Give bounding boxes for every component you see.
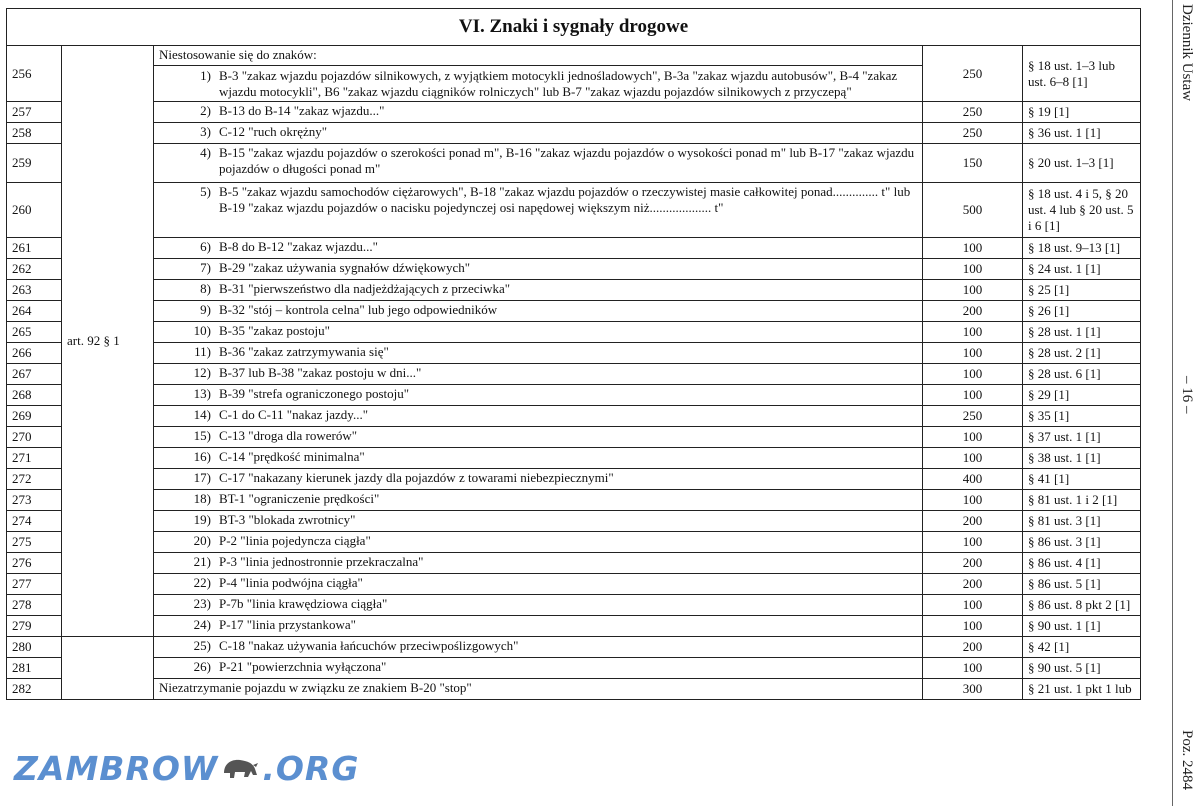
fine-amount: 100	[923, 658, 1023, 679]
row-number: 260	[7, 183, 62, 238]
fine-amount: 300	[923, 679, 1023, 700]
fine-amount: 200	[923, 637, 1023, 658]
table-row	[7, 532, 1141, 553]
sidebar-rule	[1172, 0, 1173, 806]
legal-reference: § 86 ust. 8 pkt 2 [1]	[1023, 595, 1141, 616]
item-number: 12)	[193, 365, 211, 380]
fine-amount: 100	[923, 385, 1023, 406]
table-row	[7, 679, 1141, 700]
row-number: 281	[7, 658, 62, 679]
fine-amount: 100	[923, 259, 1023, 280]
offense-description	[154, 343, 923, 364]
article-reference: art. 92 § 1	[62, 46, 154, 637]
table-row	[7, 322, 1141, 343]
row-number: 263	[7, 280, 62, 301]
item-number: 2)	[200, 103, 211, 118]
offense-description	[154, 46, 923, 102]
watermark-right-text: .ORG	[262, 748, 360, 788]
row-number: 277	[7, 574, 62, 595]
item-number: 15)	[193, 428, 211, 443]
legal-reference: § 26 [1]	[1023, 301, 1141, 322]
item-text: BT-3 "blokada zwrotnicy"	[219, 512, 356, 527]
table-row	[7, 144, 1141, 183]
offense-description	[154, 364, 923, 385]
table-row	[7, 183, 1141, 238]
article-empty-cell	[62, 637, 154, 700]
offense-description	[154, 406, 923, 427]
item-text: C-14 "prędkość minimalna"	[219, 449, 365, 464]
document-page	[6, 8, 1140, 700]
offense-description	[154, 595, 923, 616]
item-text: B-37 lub B-38 "zakaz postoju w dni..."	[219, 365, 422, 380]
item-number: 8)	[200, 281, 211, 296]
table-row	[7, 616, 1141, 637]
table-row	[7, 123, 1141, 144]
legal-reference: § 90 ust. 5 [1]	[1023, 658, 1141, 679]
fine-amount: 250	[923, 46, 1023, 102]
legal-reference: § 36 ust. 1 [1]	[1023, 123, 1141, 144]
item-text: BT-1 "ograniczenie prędkości"	[219, 491, 380, 506]
item-text: B-3 "zakaz wjazdu pojazdów silnikowych, z wyjątkiem motocykli jednośladowych", B-3a "zakaz wjazdu autobusów", B-4 "zakaz wjazdu motocykli", B6 "zakaz wjazdu ciągników rolniczych" lub B-7 "zakaz wjazdu pojazdów silnikowych z przyczepą"	[219, 68, 898, 99]
table-row	[7, 343, 1141, 364]
row-number: 282	[7, 679, 62, 700]
offense-description	[154, 183, 923, 238]
fine-amount: 250	[923, 406, 1023, 427]
legal-reference: § 24 ust. 1 [1]	[1023, 259, 1141, 280]
item-number: 5)	[200, 184, 211, 199]
item-number: 19)	[193, 512, 211, 527]
row-number: 275	[7, 532, 62, 553]
item-number: 14)	[193, 407, 211, 422]
table-row	[7, 658, 1141, 679]
fine-amount: 200	[923, 553, 1023, 574]
row-number: 258	[7, 123, 62, 144]
item-number: 13)	[193, 386, 211, 401]
page-number: – 16 –	[1179, 376, 1195, 414]
item-text: B-8 do B-12 "zakaz wjazdu..."	[219, 239, 378, 254]
intro-text: Niestosowanie się do znaków:	[154, 46, 922, 66]
offense-description	[154, 102, 923, 123]
offense-description	[154, 637, 923, 658]
section-title: VI. Znaki i sygnały drogowe	[7, 9, 1141, 46]
offense-description	[154, 616, 923, 637]
item-number: 7)	[200, 260, 211, 275]
item-number: 22)	[193, 575, 211, 590]
legal-reference: § 81 ust. 1 i 2 [1]	[1023, 490, 1141, 511]
fine-amount: 100	[923, 427, 1023, 448]
fine-amount: 100	[923, 343, 1023, 364]
offense-description	[154, 448, 923, 469]
legal-reference: § 18 ust. 4 i 5, § 20 ust. 4 lub § 20 ust. 5 i 6 [1]	[1023, 183, 1141, 238]
row-number: 279	[7, 616, 62, 637]
fine-amount: 100	[923, 532, 1023, 553]
offense-description: Niezatrzymanie pojazdu w związku ze znakiem B-20 "stop"	[154, 679, 923, 700]
item-text: P-7b "linia krawędziowa ciągła"	[219, 596, 388, 611]
bison-icon	[220, 753, 260, 783]
legal-reference: § 28 ust. 1 [1]	[1023, 322, 1141, 343]
item-text: P-17 "linia przystankowa"	[219, 617, 356, 632]
item-text: C-13 "droga dla rowerów"	[219, 428, 358, 443]
item-number: 25)	[193, 638, 211, 653]
item-number: 10)	[193, 323, 211, 338]
legal-reference: § 41 [1]	[1023, 469, 1141, 490]
item-number: 3)	[200, 124, 211, 139]
offense-description	[154, 280, 923, 301]
item-text: P-3 "linia jednostronnie przekraczalna"	[219, 554, 424, 569]
item-text: C-17 "nakazany kierunek jazdy dla pojazdów z towarami niebezpiecznymi"	[219, 470, 614, 485]
item-text: C-18 "nakaz używania łańcuchów przeciwpoślizgowych"	[219, 638, 519, 653]
fine-amount: 250	[923, 123, 1023, 144]
item-number: 9)	[200, 302, 211, 317]
table-row	[7, 259, 1141, 280]
row-number: 261	[7, 238, 62, 259]
item-number: 26)	[193, 659, 211, 674]
row-number: 266	[7, 343, 62, 364]
row-number: 273	[7, 490, 62, 511]
table-row	[7, 406, 1141, 427]
item-text: B-5 "zakaz wjazdu samochodów ciężarowych", B-18 "zakaz wjazdu pojazdów o rzeczywistej masie całkowitej ponad.............. t" lub B-19 "zakaz wjazdu pojazdów o nacisku pojedynczej osi napędowej większym niż................... t"	[219, 184, 911, 215]
offense-description	[154, 385, 923, 406]
fine-amount: 200	[923, 574, 1023, 595]
item-number: 1)	[200, 68, 211, 83]
fines-table	[6, 8, 1141, 700]
watermark-left-text: ZAMBROW	[14, 748, 219, 788]
table-row	[7, 102, 1141, 123]
legal-reference: § 28 ust. 2 [1]	[1023, 343, 1141, 364]
row-number: 256	[7, 46, 62, 102]
row-number: 271	[7, 448, 62, 469]
legal-reference: § 29 [1]	[1023, 385, 1141, 406]
table-row	[7, 574, 1141, 595]
table-row	[7, 238, 1141, 259]
fine-amount: 250	[923, 102, 1023, 123]
legal-reference: § 86 ust. 5 [1]	[1023, 574, 1141, 595]
legal-reference: § 90 ust. 1 [1]	[1023, 616, 1141, 637]
offense-description	[154, 144, 923, 183]
table-row	[7, 427, 1141, 448]
legal-reference: § 86 ust. 4 [1]	[1023, 553, 1141, 574]
item-text: B-13 do B-14 "zakaz wjazdu..."	[219, 103, 385, 118]
offense-description	[154, 238, 923, 259]
item-text: P-2 "linia pojedyncza ciągła"	[219, 533, 371, 548]
item-text: B-32 "stój – kontrola celna" lub jego odpowiedników	[219, 302, 498, 317]
item-number: 16)	[193, 449, 211, 464]
legal-reference: § 42 [1]	[1023, 637, 1141, 658]
fine-amount: 100	[923, 616, 1023, 637]
position-number: Poz. 2484	[1179, 730, 1195, 790]
table-row	[7, 469, 1141, 490]
legal-reference: § 28 ust. 6 [1]	[1023, 364, 1141, 385]
table-body	[7, 46, 1141, 700]
fine-amount: 100	[923, 595, 1023, 616]
row-number: 257	[7, 102, 62, 123]
item-number: 6)	[200, 239, 211, 254]
offense-description	[154, 259, 923, 280]
item-text: B-39 "strefa ograniczonego postoju"	[219, 386, 410, 401]
table-row	[7, 637, 1141, 658]
legal-reference: § 18 ust. 9–13 [1]	[1023, 238, 1141, 259]
offense-description	[154, 322, 923, 343]
row-number: 272	[7, 469, 62, 490]
row-number: 264	[7, 301, 62, 322]
row-number: 274	[7, 511, 62, 532]
item-text: B-29 "zakaz używania sygnałów dźwiękowych"	[219, 260, 471, 275]
item-text: B-36 "zakaz zatrzymywania się"	[219, 344, 389, 359]
fine-amount: 200	[923, 301, 1023, 322]
item-text: P-4 "linia podwójna ciągła"	[219, 575, 363, 590]
legal-reference: § 81 ust. 3 [1]	[1023, 511, 1141, 532]
item-text: C-12 "ruch okrężny"	[219, 124, 328, 139]
offense-description	[154, 553, 923, 574]
table-row	[7, 301, 1141, 322]
item-number: 4)	[200, 145, 211, 160]
table-row	[7, 448, 1141, 469]
offense-description	[154, 511, 923, 532]
row-number: 259	[7, 144, 62, 183]
row-number: 262	[7, 259, 62, 280]
fine-amount: 100	[923, 448, 1023, 469]
item-text: B-35 "zakaz postoju"	[219, 323, 330, 338]
row-number: 270	[7, 427, 62, 448]
offense-description	[154, 469, 923, 490]
row-number: 267	[7, 364, 62, 385]
table-row	[7, 364, 1141, 385]
page-sidebar	[1152, 0, 1198, 806]
offense-description	[154, 658, 923, 679]
item-text: P-21 "powierzchnia wyłączona"	[219, 659, 387, 674]
fine-amount: 100	[923, 364, 1023, 385]
legal-reference: § 21 ust. 1 pkt 1 lub	[1023, 679, 1141, 700]
row-number: 276	[7, 553, 62, 574]
row-number: 268	[7, 385, 62, 406]
offense-description	[154, 301, 923, 322]
table-row	[7, 46, 1141, 102]
legal-reference: § 86 ust. 3 [1]	[1023, 532, 1141, 553]
watermark-logo	[14, 746, 359, 790]
item-number: 23)	[193, 596, 211, 611]
offense-description	[154, 532, 923, 553]
item-text: C-1 do C-11 "nakaz jazdy..."	[219, 407, 368, 422]
offense-description	[154, 427, 923, 448]
table-row	[7, 511, 1141, 532]
fine-amount: 150	[923, 144, 1023, 183]
legal-reference: § 18 ust. 1–3 lub ust. 6–8 [1]	[1023, 46, 1141, 102]
item-number: 11)	[194, 344, 211, 359]
legal-reference: § 19 [1]	[1023, 102, 1141, 123]
item-number: 20)	[193, 533, 211, 548]
item-text: B-15 "zakaz wjazdu pojazdów o szerokości ponad m", B-16 "zakaz wjazdu pojazdów o wysokości ponad m" lub B-17 "zakaz wjazdu pojazdów o długości ponad m"	[219, 145, 915, 176]
legal-reference: § 38 ust. 1 [1]	[1023, 448, 1141, 469]
offense-description	[154, 490, 923, 511]
fine-amount: 500	[923, 183, 1023, 238]
row-number: 278	[7, 595, 62, 616]
legal-reference: § 20 ust. 1–3 [1]	[1023, 144, 1141, 183]
item-number: 17)	[193, 470, 211, 485]
fine-amount: 100	[923, 490, 1023, 511]
item-number: 24)	[193, 617, 211, 632]
row-number: 280	[7, 637, 62, 658]
item-text: B-31 "pierwszeństwo dla nadjeżdżających z przeciwka"	[219, 281, 511, 296]
item-number: 18)	[193, 491, 211, 506]
legal-reference: § 25 [1]	[1023, 280, 1141, 301]
offense-description	[154, 574, 923, 595]
offense-description	[154, 123, 923, 144]
journal-name: Dziennik Ustaw	[1179, 4, 1195, 102]
row-number: 269	[7, 406, 62, 427]
table-row	[7, 385, 1141, 406]
fine-amount: 100	[923, 280, 1023, 301]
fine-amount: 400	[923, 469, 1023, 490]
table-row	[7, 490, 1141, 511]
legal-reference: § 37 ust. 1 [1]	[1023, 427, 1141, 448]
item-number: 21)	[193, 554, 211, 569]
fine-amount: 100	[923, 322, 1023, 343]
fine-amount: 200	[923, 511, 1023, 532]
table-row	[7, 553, 1141, 574]
fine-amount: 100	[923, 238, 1023, 259]
table-row	[7, 595, 1141, 616]
row-number: 265	[7, 322, 62, 343]
table-row	[7, 280, 1141, 301]
legal-reference: § 35 [1]	[1023, 406, 1141, 427]
